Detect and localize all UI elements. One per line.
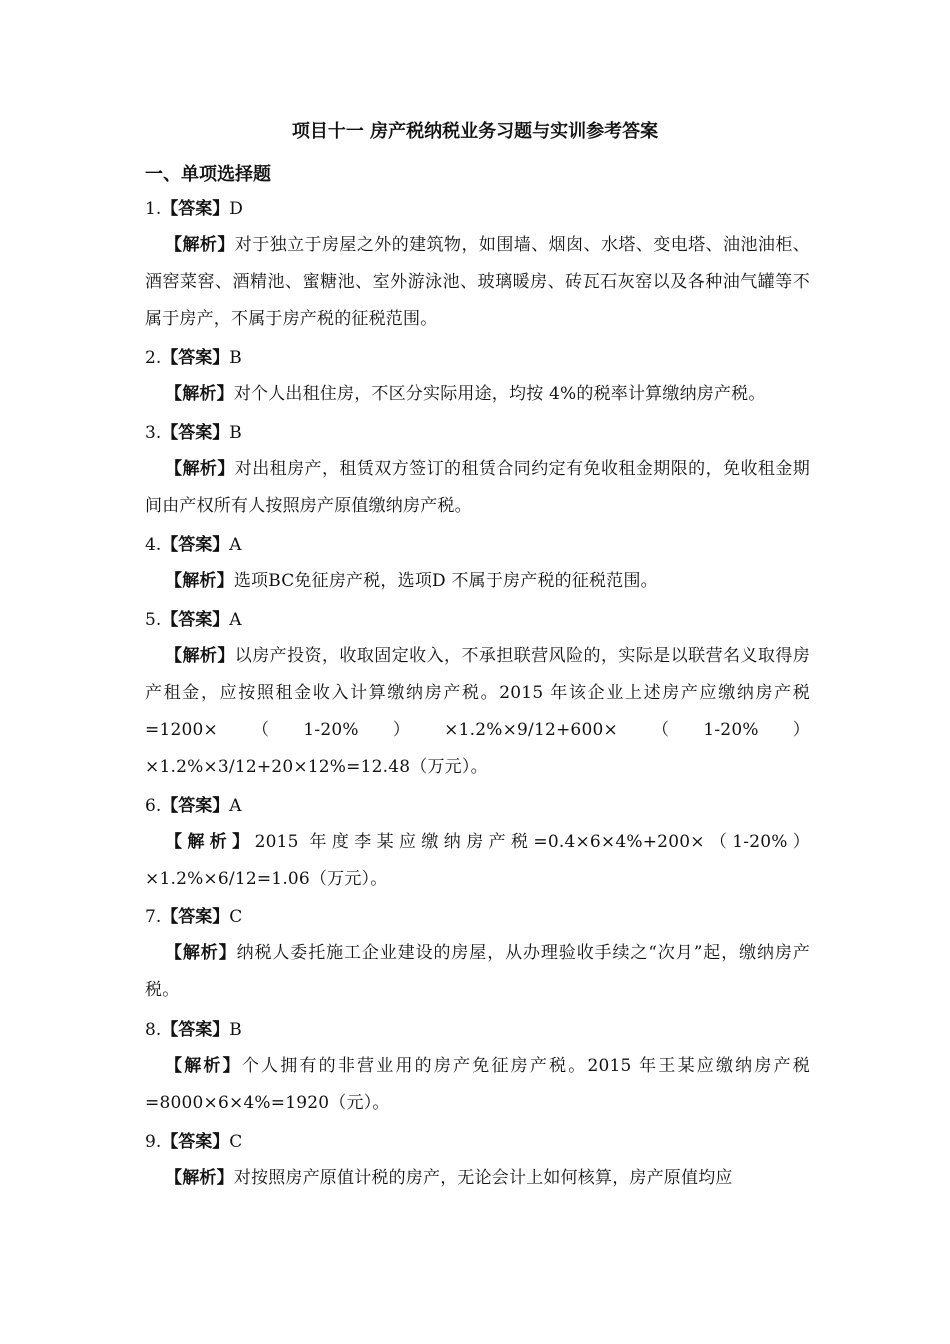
question-number: 5.: [145, 610, 162, 630]
answer-value: A: [229, 796, 242, 816]
question-number: 7.: [145, 907, 162, 927]
question-number: 8.: [145, 1020, 162, 1040]
question-1-explanation: [145, 227, 810, 338]
question-5-explanation: [145, 638, 810, 786]
answer-value: D: [229, 199, 243, 219]
explanation-text: 个人拥有的非营业用的房产免征房产税。2015 年王某应缴纳房产税=8000×6×4%=1920（元）。: [145, 1056, 810, 1113]
answer-tag: 【答案】: [161, 1020, 230, 1040]
question-3-answer: [145, 421, 242, 445]
question-number: 9.: [145, 1132, 162, 1152]
question-2-explanation: [145, 376, 810, 413]
answer-value: B: [229, 348, 242, 368]
question-3-explanation: [145, 451, 810, 525]
explanation-text: 选项BC免征房产税，选项D 不属于房产税的征税范围。: [233, 571, 658, 591]
question-number: 4.: [145, 535, 162, 555]
explanation-text: 对按照房产原值计税的房产，无论会计上如何核算，房产原值均应: [233, 1168, 733, 1188]
question-number: 3.: [145, 423, 162, 443]
explanation-text: 对出租房产，租赁双方签订的租赁合同约定有免收租金期限的，免收租金期间由产权所有人按照房产原值缴纳房产税。: [145, 459, 810, 516]
section-heading: 一、单项选择题: [145, 164, 271, 185]
question-8-answer: [145, 1018, 242, 1042]
question-4-answer: [145, 533, 242, 557]
explanation-text: 对于独立于房屋之外的建筑物，如围墙、烟囱、水塔、变电塔、油池油柜、酒窖菜窖、酒精池、蜜糖池、室外游泳池、玻璃暖房、砖瓦石灰窑以及各种油气罐等不属于房产，不属于房产税的征税范围。: [145, 235, 810, 329]
explanation-tag: 【解析】: [165, 1056, 242, 1076]
answer-value: B: [229, 423, 242, 443]
explanation-tag: 【解析】: [165, 571, 234, 591]
question-9-answer: [145, 1130, 242, 1154]
question-number: 6.: [145, 796, 162, 816]
answer-value: C: [229, 1132, 243, 1152]
question-number: 2.: [145, 348, 162, 368]
question-6-explanation: [145, 824, 810, 898]
answer-tag: 【答案】: [161, 423, 230, 443]
explanation-tag: 【解析】: [165, 943, 237, 963]
question-7-answer: [145, 905, 242, 929]
explanation-tag: 【解析】: [165, 384, 234, 404]
question-8-explanation: [145, 1048, 810, 1122]
answer-tag: 【答案】: [161, 199, 230, 219]
explanation-tag: 【解析】: [165, 832, 255, 852]
question-4-explanation: [145, 563, 810, 600]
answer-tag: 【答案】: [161, 1132, 230, 1152]
question-1-answer: [145, 197, 243, 221]
answer-value: A: [229, 610, 242, 630]
answer-tag: 【答案】: [161, 610, 230, 630]
explanation-tag: 【解析】: [165, 235, 235, 255]
answer-value: C: [229, 907, 243, 927]
question-7-explanation: [145, 935, 810, 1009]
explanation-tag: 【解析】: [165, 1168, 234, 1188]
explanation-text: 对个人出租住房，不区分实际用途，均按 4%的税率计算缴纳房产税。: [233, 384, 766, 404]
answer-value: A: [229, 535, 242, 555]
question-2-answer: [145, 346, 242, 370]
answer-value: B: [229, 1020, 242, 1040]
explanation-text: 2015 年度李某应缴纳房产税=0.4×6×4%+200×（1-20%）×1.2%×6/12=1.06（万元）。: [145, 832, 810, 889]
answer-tag: 【答案】: [161, 535, 230, 555]
answer-tag: 【答案】: [161, 796, 230, 816]
question-9-explanation: [145, 1160, 810, 1197]
explanation-tag: 【解析】: [165, 459, 235, 479]
question-number: 1.: [145, 199, 162, 219]
question-6-answer: [145, 794, 242, 818]
explanation-text: 纳税人委托施工企业建设的房屋，从办理验收手续之“次月”起，缴纳房产税。: [145, 943, 810, 1000]
question-5-answer: [145, 608, 242, 632]
answer-tag: 【答案】: [161, 907, 230, 927]
explanation-text: 以房产投资，收取固定收入，不承担联营风险的，实际是以联营名义取得房产租金，应按照租金收入计算缴纳房产税。2015 年该企业上述房产应缴纳房产税=1200×（1-20%）×1.2%×9/12+600×（1-20%）×1.2%×3/12+20×12%=12.48（万元）。: [145, 646, 810, 777]
explanation-tag: 【解析】: [165, 646, 235, 666]
answer-tag: 【答案】: [161, 348, 230, 368]
page-title: 项目十一 房产税纳税业务习题与实训参考答案: [291, 121, 659, 142]
